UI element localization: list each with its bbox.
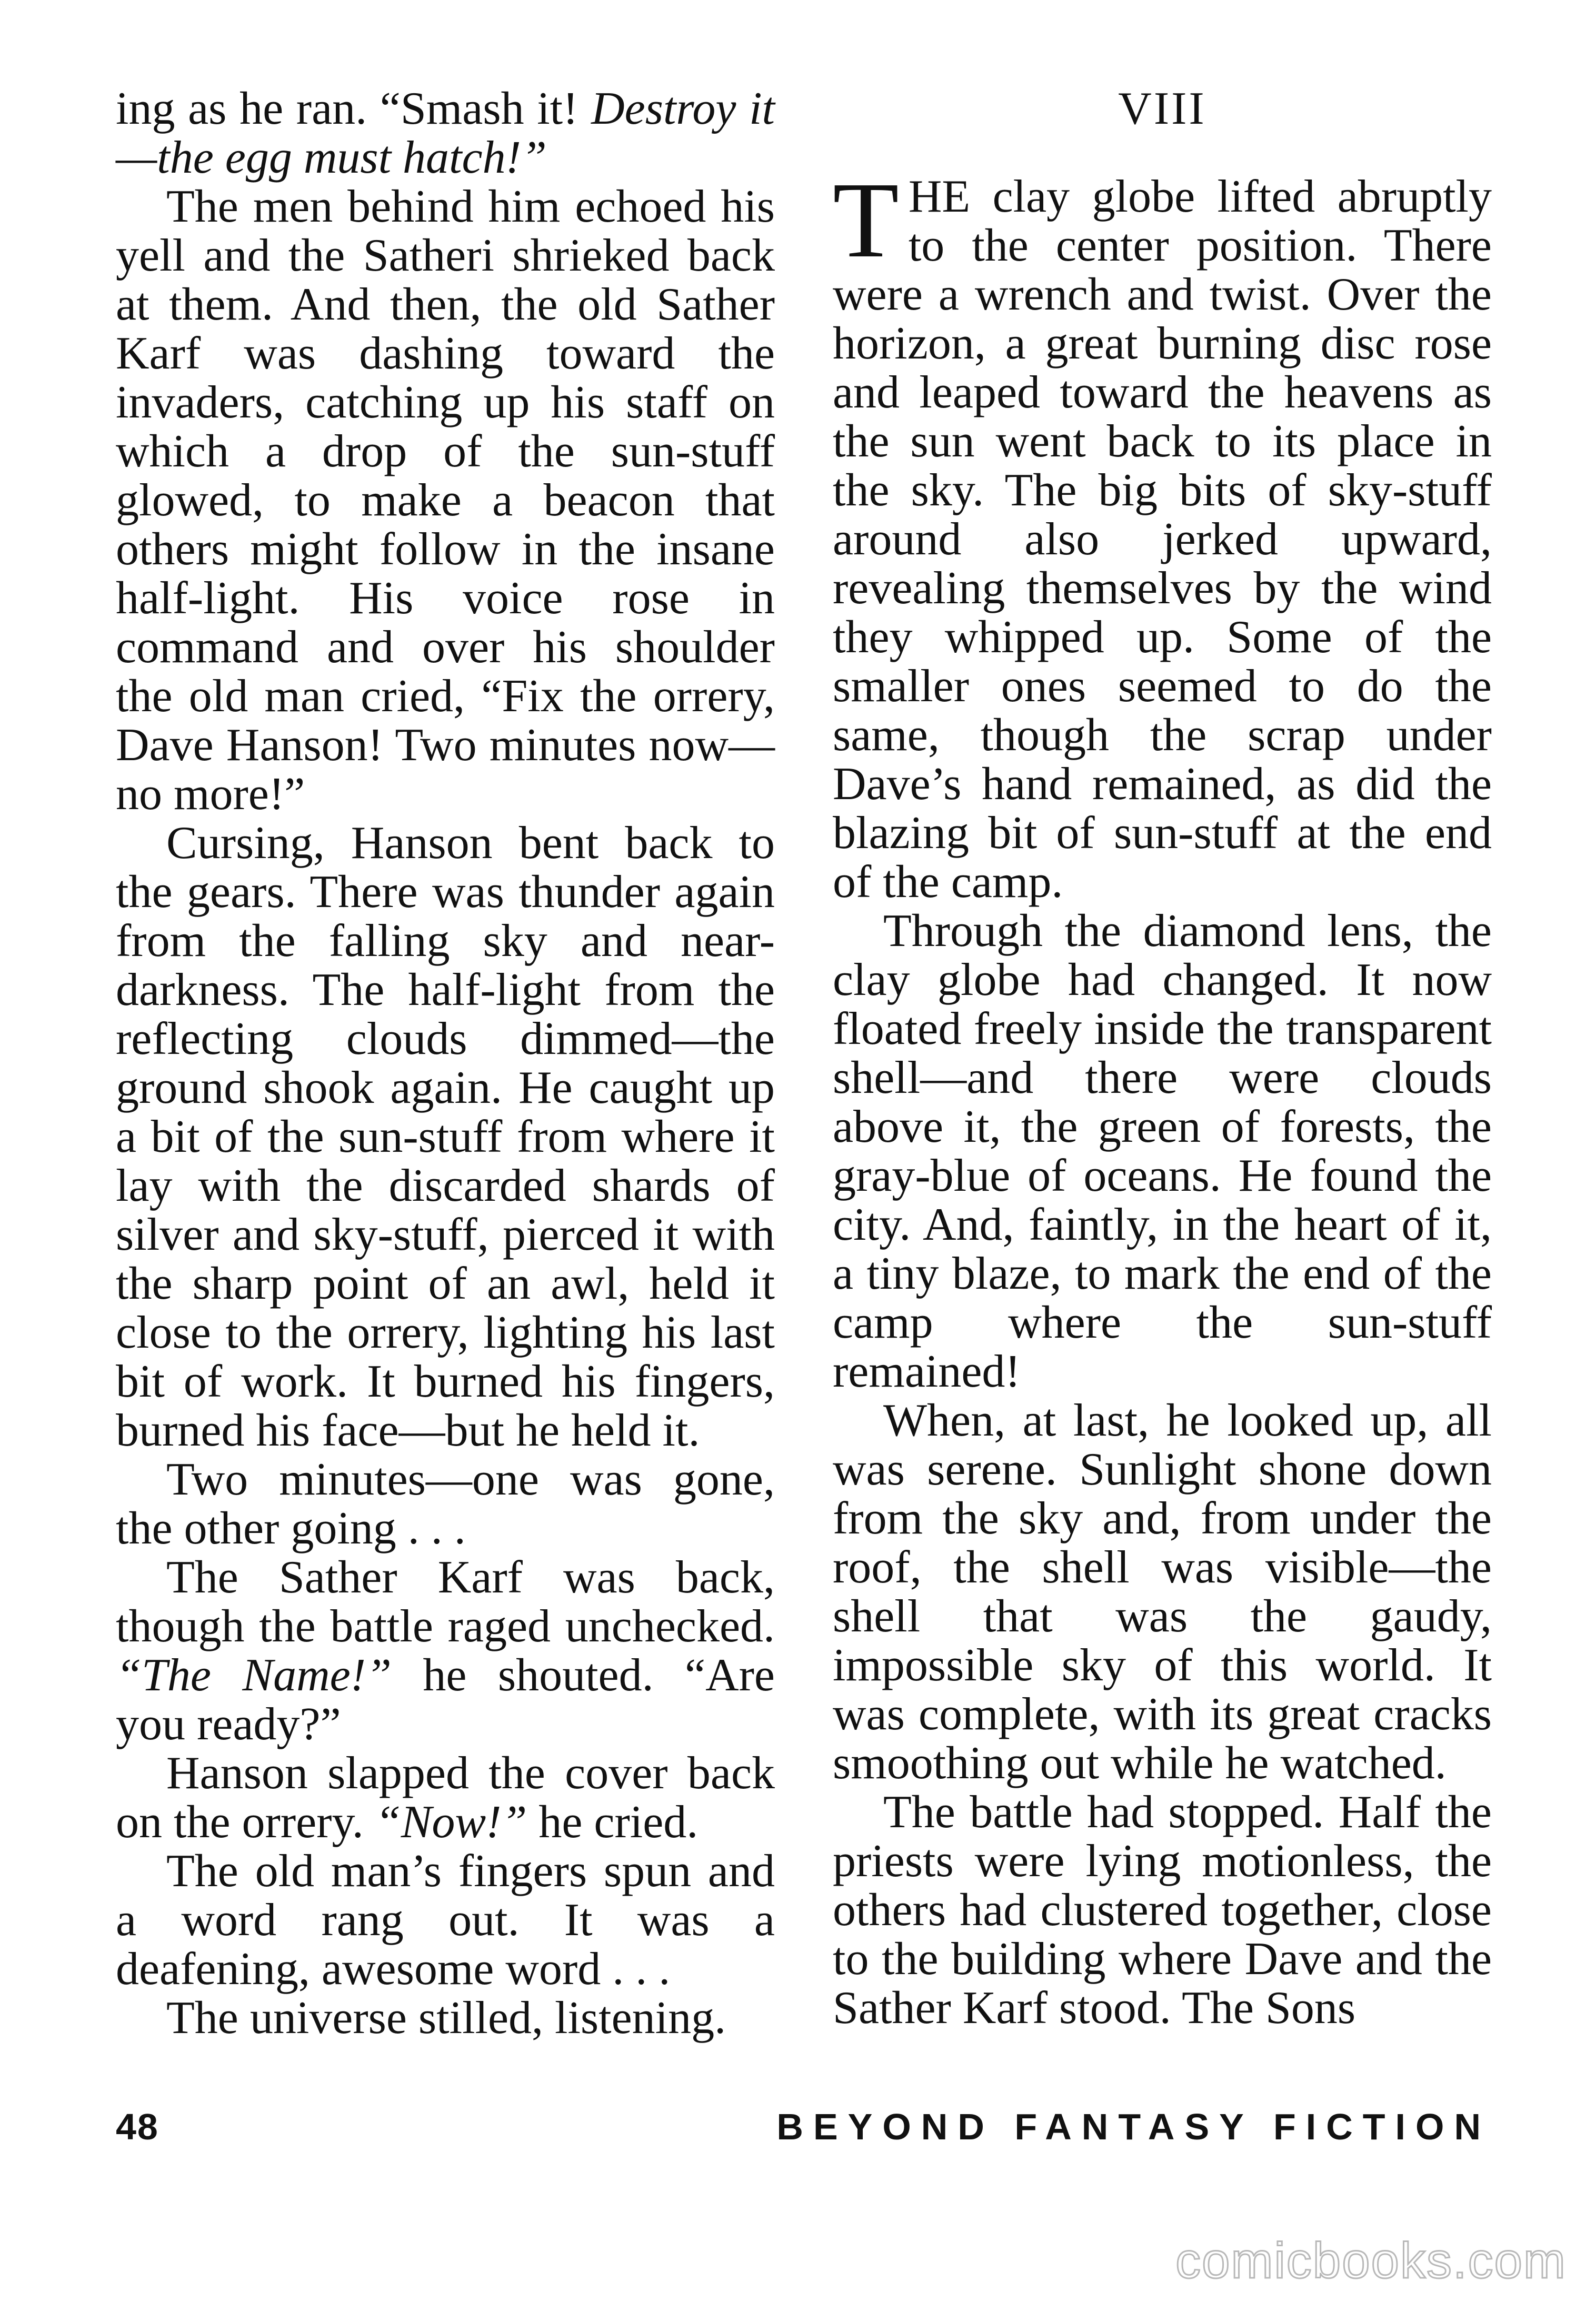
- paragraph: When, at last, he looked up, all was serene. Sunlight shone down from the sky and, from under the roof, the shell was visible—the shell that was the gaudy, impossible sky of this world. It was complete, with its great cracks smoothing out while he watched.: [833, 1395, 1492, 1789]
- watermark: comicbooks.com: [1175, 2233, 1567, 2289]
- paragraph: Hanson slapped the cover back on the orrery. “Now!” he cried.: [116, 1748, 775, 1848]
- paragraph: The Sather Karf was back, though the battle raged unchecked. “The Name!” he shouted. “Are you ready?”: [116, 1552, 775, 1750]
- chapter-heading: VIII: [1118, 83, 1206, 134]
- paragraph: Two minutes—one was gone, the other going . . .: [116, 1454, 775, 1554]
- paragraph: The universe stilled, listening.: [166, 1993, 726, 2044]
- magazine-title: BEYOND FANTASY FICTION: [776, 2106, 1491, 2147]
- paragraph: The men behind him echoed his yell and the Satheri shrieked back at them. And then, the old Sather Karf was dashing toward the invaders, catching up his staff on which a drop of the sun-stuff glowed, to make a beacon that others might follow in the insane half-light. His voice rose in command and over his shoulder the old man cried, “Fix the orrery, Dave Hanson! Two minutes now—no more!”: [116, 181, 775, 820]
- paragraph: Through the diamond lens, the clay globe had changed. It now floated freely inside the transparent shell—and there were clouds above it, the green of forests, the gray-blue of oceans. He found the city. And, faintly, in the heart of it, a tiny blaze, to mark the end of the camp where the sun-stuff remained!: [833, 905, 1492, 1397]
- page-number: 48: [116, 2106, 159, 2147]
- drop-cap: T: [833, 160, 899, 280]
- paragraph: The battle had stopped. Half the priests were lying motionless, the others had clustered together, close to the building where Dave and the Sather Karf stood. The Sons: [833, 1787, 1492, 2034]
- paragraph: ing as he ran. “Smash it! Destroy it—the egg must hatch!”: [116, 83, 775, 183]
- paragraph: The old man’s fingers spun and a word rang out. It was a deafening, awesome word . . .: [116, 1846, 775, 1995]
- paragraph: Cursing, Hanson bent back to the gears. There was thunder again from the falling sky and near-darkness. The half-light from the reflecting clouds dimmed—the ground shook again. He caught up a bit of the sun-stuff from where it lay with the discarded shards of silver and sky-stuff, pierced it with the sharp point of an awl, held it close to the orrery, lighting his last bit of work. It burned his fingers, burned his face—but he held it.: [116, 818, 775, 1456]
- left-column: [116, 84, 775, 2043]
- right-column: [833, 84, 1492, 2033]
- paragraph: THE clay globe lifted abruptly to the center position. There were a wrench and twist. Over the horizon, a great burning disc rose and leaped toward the heavens as the sun went back to its place in the sky. The big bits of sky-stuff around also jerked upward, revealing themselves by the wind they whipped up. Some of the smaller ones seemed to do the same, though the scrap under Dave’s hand remained, as did the blazing bit of sun-stuff at the end of the camp.: [833, 160, 1492, 908]
